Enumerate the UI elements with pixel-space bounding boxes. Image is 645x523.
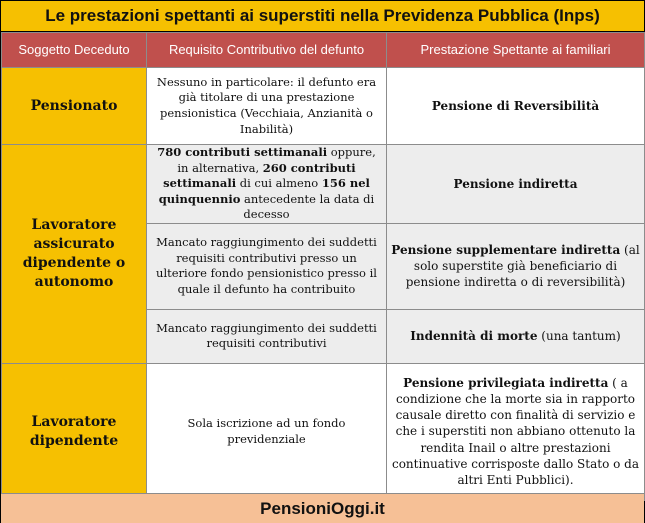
subject-cell: Lavoratore dipendente	[2, 363, 147, 500]
benefit-cell	[387, 223, 645, 309]
requirement-text: oppure, in alternativa,	[177, 145, 376, 175]
benefit-text: ( a condizione che la morte sia in rapporto causale diretto con finalità di servizio e che i superstiti non abbiano ottenuto la rendita Inail o altre prestazioni continuative corrisposte dallo Stato o da altri Enti Pubblici).	[391, 375, 639, 488]
table-row	[2, 145, 645, 224]
subject-cell: Lavoratore assicurato dipendente o autonomo	[2, 145, 147, 364]
table-row	[2, 363, 645, 500]
benefit-cell: Pensione di Reversibilità	[387, 68, 645, 145]
benefit-cell	[387, 363, 645, 500]
benefit-bold: Pensione privilegiata indiretta	[403, 375, 609, 390]
subject-cell: Pensionato	[2, 68, 147, 145]
header-row	[2, 33, 645, 68]
benefits-table	[1, 32, 645, 501]
header-soggetto: Soggetto Deceduto	[2, 33, 147, 68]
requirement-cell: Mancato raggiungimento dei suddetti requisiti contributivi	[147, 309, 387, 363]
table-row	[2, 68, 645, 145]
requirement-cell: Nessuno in particolare: il defunto era già titolare di una prestazione pensionistica (Vecchiaia, Anzianità o Inabilità)	[147, 68, 387, 145]
benefit-text: (al solo superstite già beneficiario di pensione indiretta o di reversibilità)	[405, 242, 640, 290]
table-title: Le prestazioni spettanti ai superstiti nella Previdenza Pubblica (Inps)	[1, 1, 644, 32]
requirement-text: antecedente la data di decesso	[240, 191, 375, 222]
requirement-cell: Sola iscrizione ad un fondo previdenziale	[147, 363, 387, 500]
requirement-bold: 156 nel quinquennio	[158, 176, 370, 206]
requirement-bold: 260 contributi settimanali	[163, 160, 356, 191]
requirement-cell: Mancato raggiungimento dei suddetti requisiti contributivi presso un ulteriore fondo pensionistico presso il quale il defunto ha contribuito	[147, 223, 387, 309]
benefit-cell	[387, 309, 645, 363]
footer-brand: PensioniOggi.it	[1, 493, 644, 523]
benefit-bold: Indennità di morte	[410, 328, 538, 343]
header-prestazione: Prestazione Spettante ai familiari	[387, 33, 645, 68]
benefit-cell: Pensione indiretta	[387, 145, 645, 224]
header-requisito: Requisito Contributivo del defunto	[147, 33, 387, 68]
benefit-bold: Pensione supplementare indiretta	[391, 242, 621, 257]
requirement-cell	[147, 145, 387, 224]
requirement-text: di cui almeno	[236, 176, 322, 191]
benefit-text: (una tantum)	[537, 328, 621, 343]
requirement-bold: 780 contributi settimanali	[157, 145, 328, 159]
